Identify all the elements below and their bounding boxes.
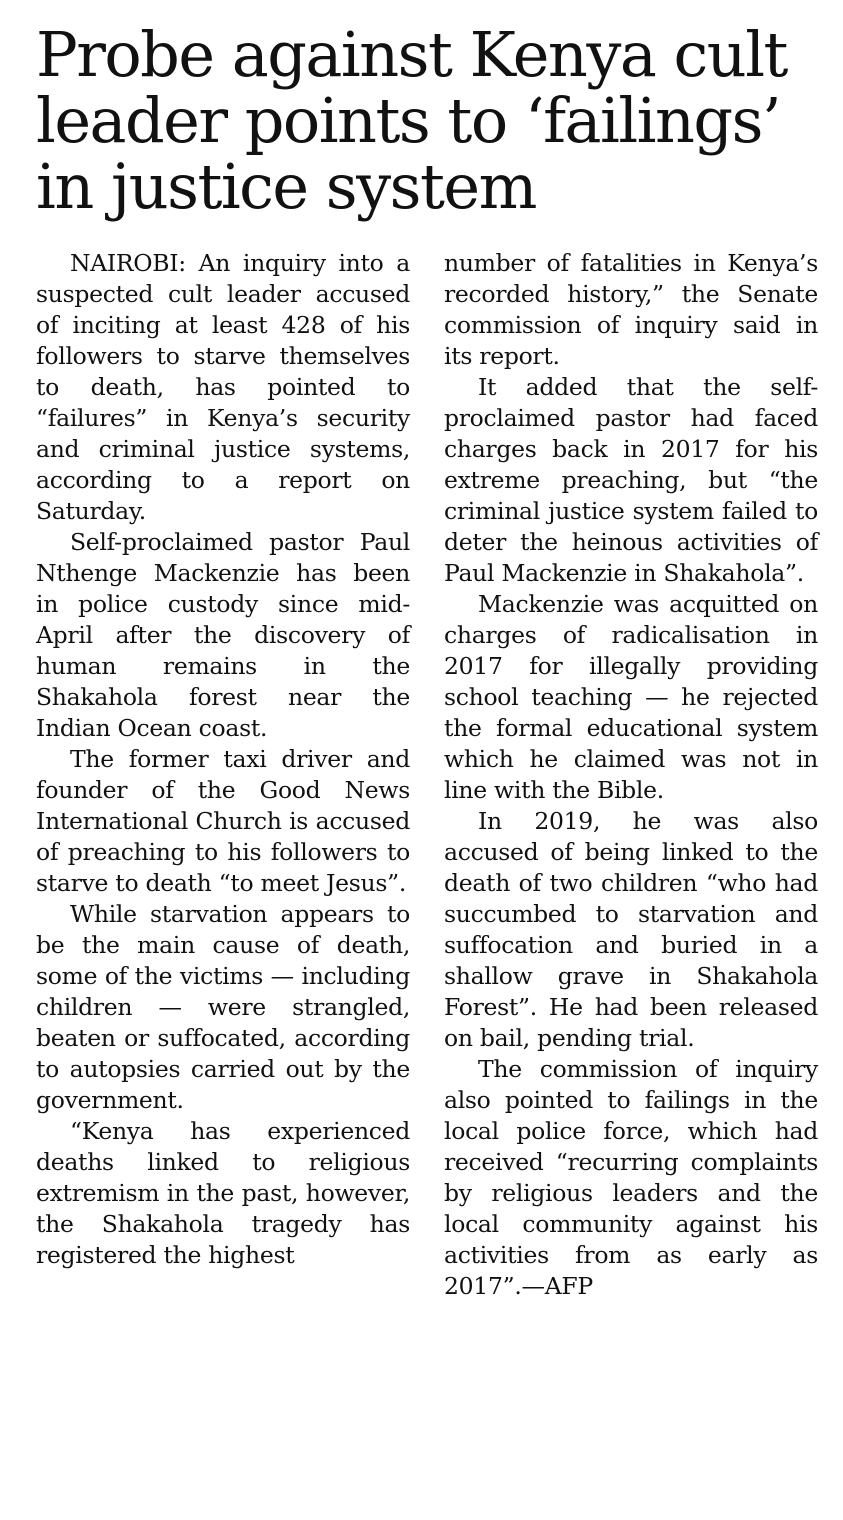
paragraph: The commission of inquiry also pointed to failings in the local police force, which had received “recurring complaints by religious leaders and the local community against his activities from as early as 2017”.—AFP — [444, 1055, 818, 1300]
paragraph: In 2019, he was also accused of being linked to the death of two children “who had succumbed to starvation and suffocation and buried in a shallow grave in Shakahola Forest”. He had been released on bail, pending trial. — [444, 807, 818, 1052]
paragraph: NAIROBI: An inquiry into a suspected cult leader accused of inciting at least 428 of his followers to starve themselves to death, has pointed to “failures” in Kenya’s security and criminal justice systems, according to a report on Saturday. — [36, 249, 410, 525]
paragraph: The former taxi driver and founder of the Good News International Church is accused of preaching to his followers to starve to death “to meet Jesus”. — [36, 745, 410, 897]
paragraph: It added that the self-proclaimed pastor had faced charges back in 2017 for his extreme preaching, but “the criminal justice system failed to deter the heinous activities of Paul Mackenzie in Shakahola”. — [444, 373, 818, 587]
paragraph-continuation: number of fatalities in Kenya’s recorded history,” the Senate commission of inquiry said in its report. — [444, 249, 818, 370]
paragraph: Self-proclaimed pastor Paul Nthenge Mackenzie has been in police custody since mid-April after the discovery of human remains in the Shakahola forest near the Indian Ocean coast. — [36, 528, 410, 742]
paragraph: Mackenzie was acquitted on charges of radicalisation in 2017 for illegally providing school teaching — he rejected the formal educational system which he claimed was not in line with the Bible. — [444, 590, 818, 804]
headline: Probe against Kenya cult leader points to ‘failings’ in justice system — [36, 18, 787, 223]
column-left — [36, 248, 410, 1302]
column-right — [444, 248, 818, 1302]
paragraph: While starvation appears to be the main cause of death, some of the victims — including children — were strangled, beaten or suffocated, according to autopsies carried out by the government. — [36, 900, 410, 1114]
news-article — [36, 18, 818, 1300]
article-body — [36, 248, 818, 1302]
paragraph: “Kenya has experienced deaths linked to religious extremism in the past, however, the Shakahola tragedy has registered the highest — [36, 1117, 410, 1269]
